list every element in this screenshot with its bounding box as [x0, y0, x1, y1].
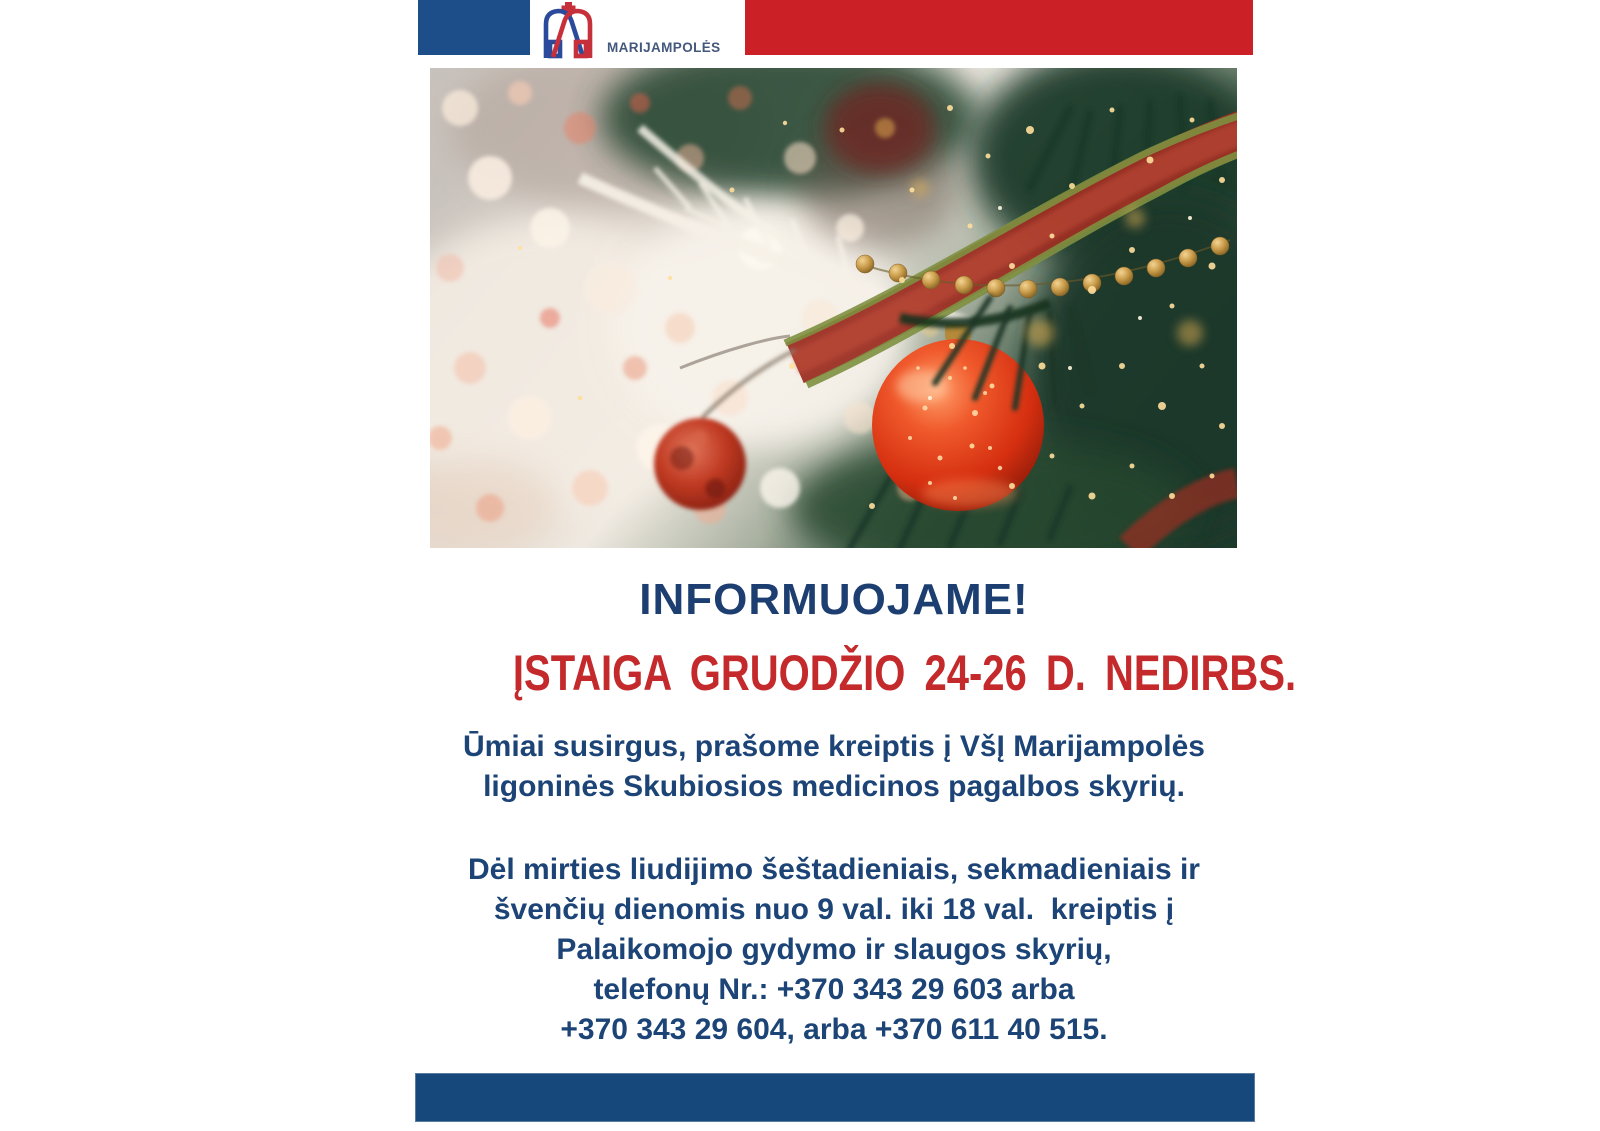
paragraph-line: Dėl mirties liudijimo šeštadieniais, sekmadieniais ir — [468, 853, 1200, 886]
org-name-line: MARIJAMPOLĖS — [607, 40, 721, 55]
header-blue-bar — [418, 0, 530, 55]
paragraph-line: telefonų Nr.: +370 343 29 603 arba — [593, 973, 1075, 1006]
paragraph-line: Ūmiai susirgus, prašome kreiptis į VšĮ Marijampolės — [463, 730, 1205, 763]
closure-heading-text: ĮSTAIGA GRUODŽIO 24-26 D. NEDIRBS. — [512, 645, 1297, 701]
emergency-paragraph — [415, 727, 1253, 807]
death-certificate-paragraph — [415, 850, 1253, 1050]
paragraph-line: švenčių dienomis nuo 9 val. iki 18 val. kreiptis į — [493, 893, 1175, 926]
header-red-bar — [745, 0, 1253, 55]
closure-heading — [415, 645, 1297, 701]
m-cross-monogram-icon — [537, 2, 599, 60]
paragraph-line: ligoninės Skubiosios medicinos pagalbos skyrių. — [483, 770, 1185, 803]
paragraph-line: Palaikomojo gydymo ir slaugos skyrių, — [556, 933, 1112, 966]
page-title: INFORMUOJAME! — [639, 575, 1029, 624]
paragraph-line: +370 343 29 604, arba +370 611 40 515. — [560, 1013, 1108, 1046]
christmas-tree-ornaments-photo — [430, 68, 1237, 548]
footer-blue-bar — [415, 1073, 1255, 1122]
